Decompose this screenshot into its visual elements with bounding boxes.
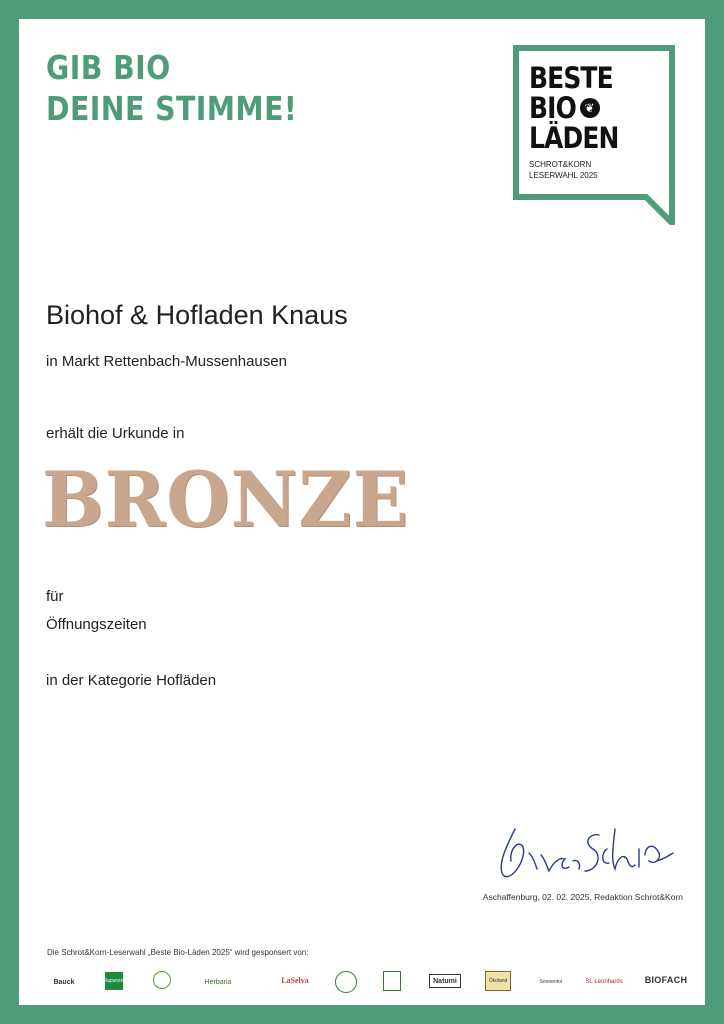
naturland-logo	[383, 971, 401, 991]
store-name: Biohof & Hofladen Knaus	[46, 300, 348, 330]
certificate-page	[19, 19, 705, 1005]
herbaria-logo: Herbaria	[204, 978, 232, 986]
circle-logo	[153, 971, 171, 989]
badge-line-3: LÄDEN	[529, 121, 619, 155]
oekoland-logo: Ökoland	[485, 971, 511, 991]
award-topic: Öffnungszeiten	[46, 616, 147, 633]
badge-line-1: BESTE	[529, 61, 613, 95]
badge-sub-2: LESERWAHL 2025	[529, 171, 598, 180]
medal-title: BRONZE	[42, 455, 410, 544]
beste-bio-laeden-badge	[513, 45, 677, 225]
badge-line-2: BIO	[529, 91, 576, 125]
sonnentor-logo: Sonnentor	[539, 979, 563, 985]
rapunzel-logo: Rapunzel	[105, 972, 123, 990]
biofach-logo: BIOFACH	[644, 975, 688, 985]
natumi-logo: Natumi	[429, 974, 461, 988]
signature-line: Aschaffenburg, 02. 02. 2025, Redaktion Schrot&Korn	[482, 892, 683, 902]
sponsors-note: Die Schrot&Korn-Leserwahl „Beste Bio-Läden 2025“ wird gesponsert von:	[47, 948, 309, 957]
award-category: in der Kategorie Hofläden	[46, 672, 217, 689]
laselva-logo: LaSelva	[281, 975, 309, 985]
for-label: für	[46, 588, 64, 605]
badge-sub-1: SCHROT&KORN	[529, 160, 592, 169]
campaign-line-2: DEINE STIMME!	[46, 89, 298, 128]
campaign-line-1: GIB BIO	[46, 48, 171, 87]
seal-logo	[335, 971, 357, 993]
bauck-logo: Bauck	[53, 978, 75, 986]
sponsor-logos	[39, 967, 689, 997]
store-location: in Markt Rettenbach-Mussenhausen	[46, 353, 287, 370]
st-leonhards-logo: St. Leonhards	[585, 979, 623, 985]
award-intro: erhält die Urkunde in	[46, 425, 185, 442]
handwritten-signature	[489, 819, 679, 885]
campaign-headline	[46, 47, 297, 129]
leaf-icon: ❦	[580, 98, 600, 118]
